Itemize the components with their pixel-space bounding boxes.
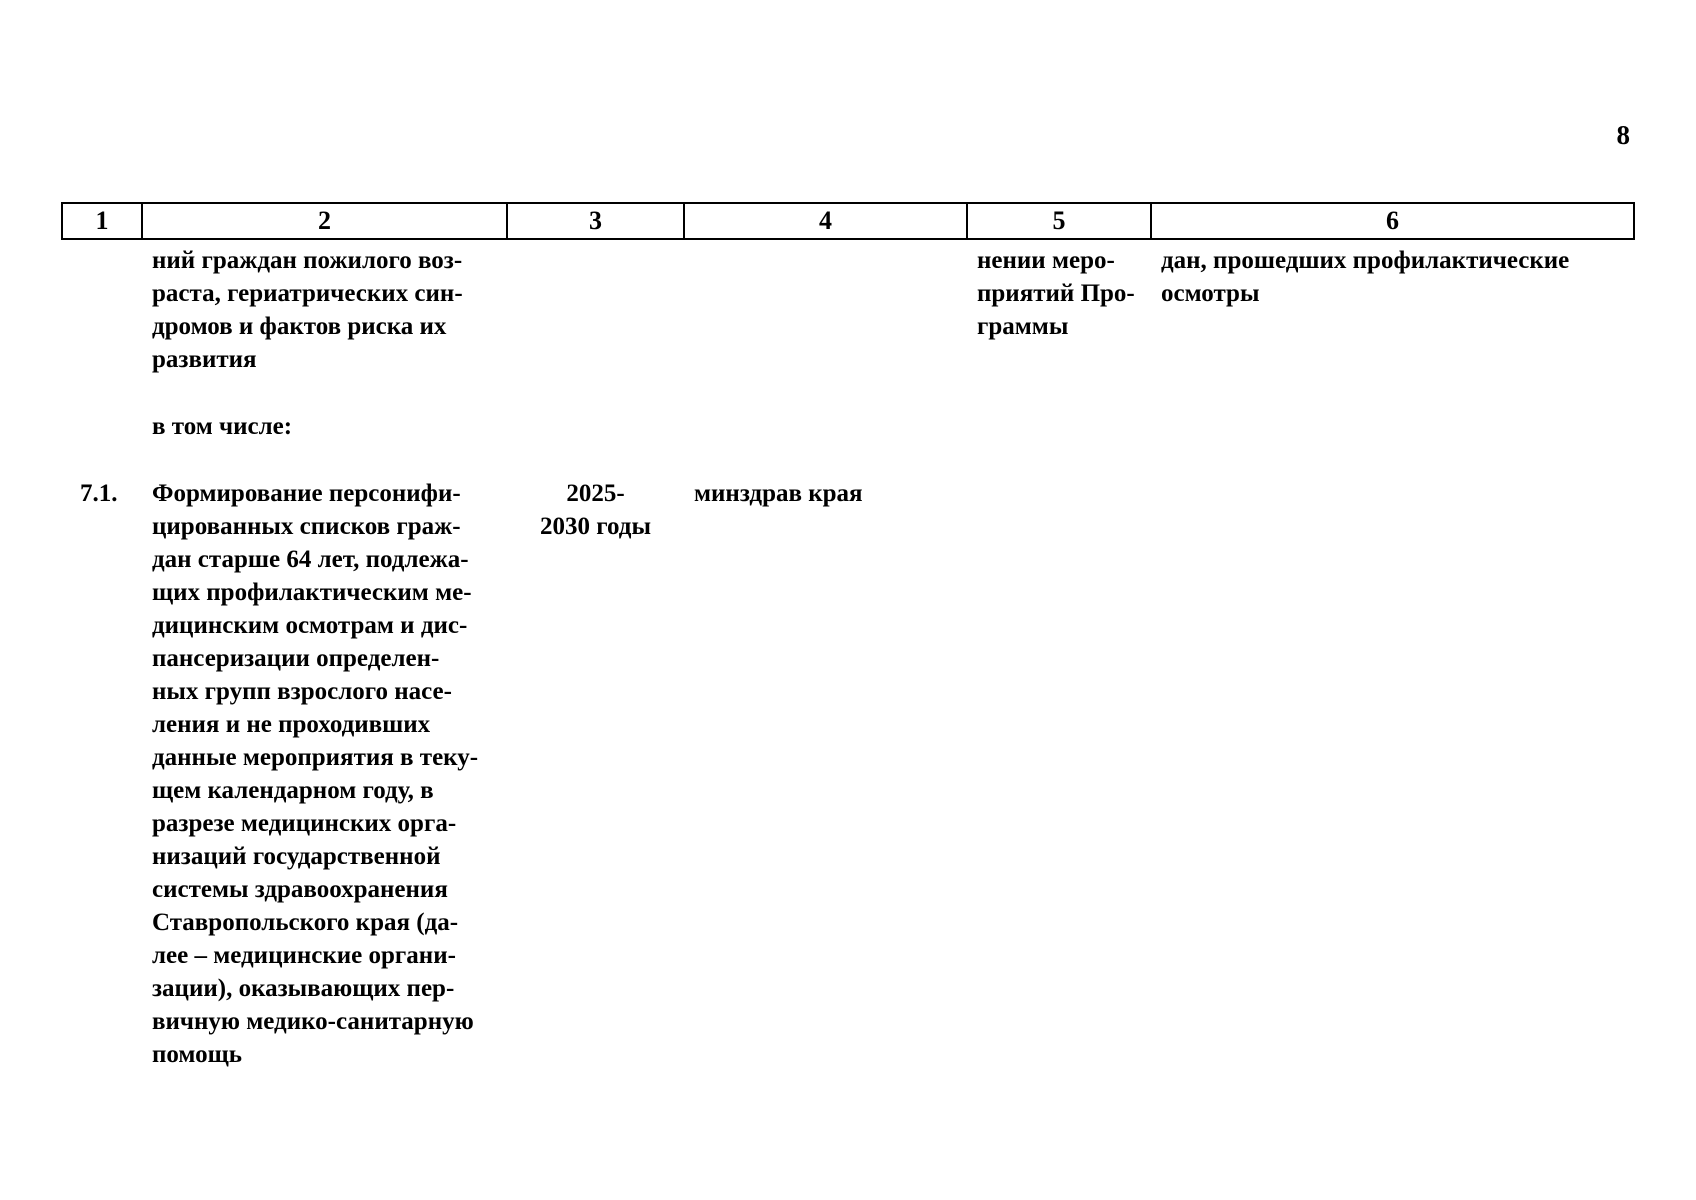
text-line: дицинским осмотрам и дис-: [152, 612, 468, 639]
program-table: [61, 202, 1635, 1071]
text-line: зации), оказывающих пер-: [152, 975, 455, 1002]
column-number-2: 2: [142, 203, 507, 239]
row-description: [142, 473, 507, 1071]
continuation-col6: [1151, 239, 1634, 376]
row-col6-empty: [1151, 473, 1634, 1071]
text-line: ний граждан пожилого воз-: [152, 247, 463, 274]
continuation-number-cell: [62, 239, 142, 376]
table-row-continuation: [62, 239, 1634, 376]
text-line: щем календарном году, в: [152, 777, 434, 804]
text-line: нении меро-: [977, 247, 1115, 274]
text-line: граммы: [977, 313, 1069, 340]
text-line: дан, прошедших профилактические: [1161, 247, 1570, 274]
continuation-col5: [967, 239, 1151, 376]
text-line: 2025-: [566, 480, 625, 507]
column-number-3: 3: [507, 203, 684, 239]
text-line: системы здравоохранения: [152, 876, 448, 903]
text-line: дан старше 64 лет, подлежа-: [152, 546, 469, 573]
text-line: ления и не проходивших: [152, 711, 431, 738]
table-header-row: [62, 203, 1634, 239]
text-line: лее – медицинские органи-: [152, 942, 456, 969]
column-number-1: 1: [62, 203, 142, 239]
spacer-row: [62, 443, 1634, 473]
column-number-6: 6: [1151, 203, 1634, 239]
continuation-description: [142, 239, 507, 376]
row-col5-empty: [967, 473, 1151, 1071]
text-line: разрезе медицинских орга-: [152, 810, 457, 837]
text-line: раста, гериатрических син-: [152, 280, 463, 307]
row-number: 7.1.: [80, 480, 118, 507]
text-line: цированных списков граж-: [152, 513, 461, 540]
text-line: дромов и фактов риска их: [152, 313, 447, 340]
text-line: пансеризации определен-: [152, 645, 440, 672]
page-number: 8: [1616, 120, 1630, 150]
text-line: Ставропольского края (да-: [152, 909, 459, 936]
text-line: приятий Про-: [977, 280, 1135, 307]
text-line: развития: [152, 346, 257, 373]
text-line: вичную медико-санитарную: [152, 1008, 474, 1035]
spacer-row: [62, 376, 1634, 406]
table-row-including: [62, 406, 1634, 443]
row-period: [507, 473, 684, 1071]
including-label: в том числе:: [152, 413, 293, 440]
text-line: данные мероприятия в теку-: [152, 744, 479, 771]
text-line: 2030 годы: [540, 513, 651, 540]
text-line: щих профилактическим ме-: [152, 579, 472, 606]
row-executor: минздрав края: [694, 480, 863, 507]
text-line: низаций государственной: [152, 843, 441, 870]
text-line: помощь: [152, 1041, 242, 1068]
table-row-7-1: [62, 473, 1634, 1071]
column-number-5: 5: [967, 203, 1151, 239]
continuation-period-cell: [507, 239, 684, 376]
continuation-executor-cell: [684, 239, 967, 376]
text-line: Формирование персонифи-: [152, 480, 461, 507]
column-number-4: 4: [684, 203, 967, 239]
text-line: осмотры: [1161, 280, 1260, 307]
text-line: ных групп взрослого насе-: [152, 678, 452, 705]
